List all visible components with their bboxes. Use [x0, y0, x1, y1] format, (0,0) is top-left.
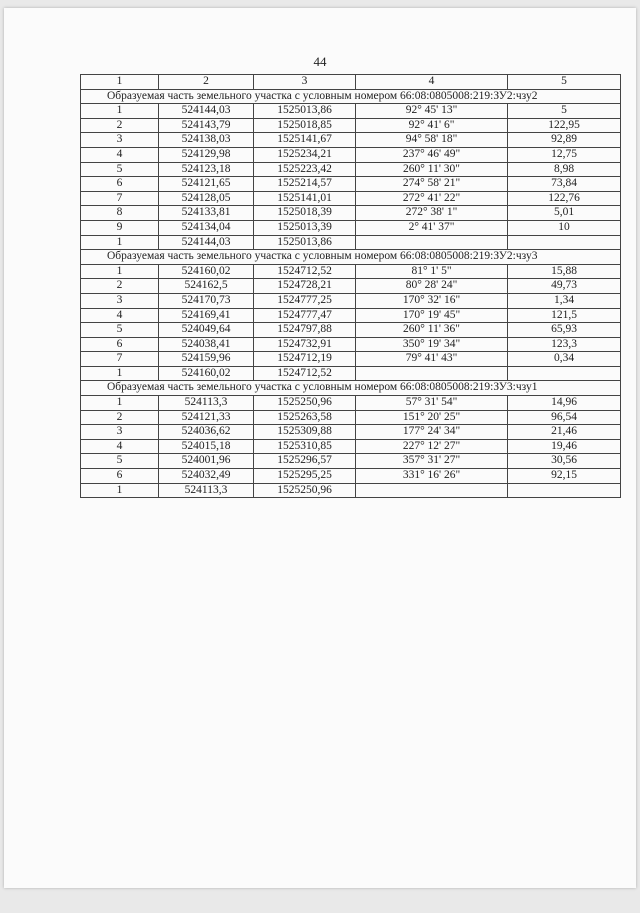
y-coordinate-cell: 1525013,86 [254, 235, 356, 250]
x-coordinate-cell: 524138,03 [159, 133, 254, 148]
direction-angle-cell: 92° 41' 6" [356, 118, 508, 133]
y-coordinate-cell: 1524732,91 [254, 337, 356, 352]
table-row [81, 352, 621, 367]
table-row [81, 483, 621, 498]
distance-cell: 5 [508, 104, 621, 119]
distance-cell [508, 235, 621, 250]
y-coordinate-cell: 1525013,86 [254, 104, 356, 119]
x-coordinate-cell: 524038,41 [159, 337, 254, 352]
x-coordinate-cell: 524160,02 [159, 366, 254, 381]
point-number-cell: 2 [81, 410, 159, 425]
distance-cell: 65,93 [508, 323, 621, 338]
table-row [81, 104, 621, 119]
table-row [81, 396, 621, 411]
table-row [81, 162, 621, 177]
direction-angle-cell [356, 483, 508, 498]
header-cell-5: 5 [508, 75, 621, 90]
section-title-row [81, 250, 621, 265]
direction-angle-cell: 177° 24' 34" [356, 425, 508, 440]
distance-cell: 92,15 [508, 469, 621, 484]
point-number-cell: 2 [81, 118, 159, 133]
x-coordinate-cell: 524133,81 [159, 206, 254, 221]
table-row [81, 439, 621, 454]
distance-cell: 12,75 [508, 147, 621, 162]
table-row [81, 118, 621, 133]
distance-cell: 73,84 [508, 177, 621, 192]
table-row [81, 410, 621, 425]
y-coordinate-cell: 1524797,88 [254, 323, 356, 338]
direction-angle-cell: 357° 31' 27" [356, 454, 508, 469]
header-cell-3: 3 [254, 75, 356, 90]
y-coordinate-cell: 1525234,21 [254, 147, 356, 162]
point-number-cell: 1 [81, 483, 159, 498]
y-coordinate-cell: 1525263,58 [254, 410, 356, 425]
point-number-cell: 4 [81, 439, 159, 454]
y-coordinate-cell: 1525018,85 [254, 118, 356, 133]
x-coordinate-cell: 524049,64 [159, 323, 254, 338]
table-row [81, 454, 621, 469]
y-coordinate-cell: 1525141,01 [254, 191, 356, 206]
table-header-row [81, 75, 621, 90]
distance-cell: 10 [508, 220, 621, 235]
section-title: Образуемая часть земельного участка с условным номером 66:08:0805008:219:ЗУ3:чзу1 [81, 381, 621, 396]
point-number-cell: 5 [81, 454, 159, 469]
section-title: Образуемая часть земельного участка с условным номером 66:08:0805008:219:ЗУ2:чзу2 [81, 89, 621, 104]
direction-angle-cell: 260° 11' 30" [356, 162, 508, 177]
direction-angle-cell: 57° 31' 54" [356, 396, 508, 411]
direction-angle-cell: 260° 11' 36" [356, 323, 508, 338]
x-coordinate-cell: 524123,18 [159, 162, 254, 177]
point-number-cell: 8 [81, 206, 159, 221]
section-title-row [81, 381, 621, 396]
y-coordinate-cell: 1525214,57 [254, 177, 356, 192]
direction-angle-cell: 274° 58' 21" [356, 177, 508, 192]
x-coordinate-cell: 524160,02 [159, 264, 254, 279]
table-row [81, 264, 621, 279]
y-coordinate-cell: 1525309,88 [254, 425, 356, 440]
distance-cell: 121,5 [508, 308, 621, 323]
direction-angle-cell [356, 366, 508, 381]
distance-cell: 30,56 [508, 454, 621, 469]
point-number-cell: 2 [81, 279, 159, 294]
table-row [81, 177, 621, 192]
y-coordinate-cell: 1525013,39 [254, 220, 356, 235]
header-cell-1: 1 [81, 75, 159, 90]
x-coordinate-cell: 524015,18 [159, 439, 254, 454]
distance-cell: 19,46 [508, 439, 621, 454]
direction-angle-cell: 331° 16' 26" [356, 469, 508, 484]
distance-cell: 49,73 [508, 279, 621, 294]
y-coordinate-cell: 1525250,96 [254, 483, 356, 498]
x-coordinate-cell: 524121,33 [159, 410, 254, 425]
direction-angle-cell: 2° 41' 37" [356, 220, 508, 235]
x-coordinate-cell: 524128,05 [159, 191, 254, 206]
y-coordinate-cell: 1525295,25 [254, 469, 356, 484]
direction-angle-cell [356, 235, 508, 250]
point-number-cell: 1 [81, 104, 159, 119]
direction-angle-cell: 151° 20' 25" [356, 410, 508, 425]
x-coordinate-cell: 524121,65 [159, 177, 254, 192]
direction-angle-cell: 94° 58' 18" [356, 133, 508, 148]
direction-angle-cell: 79° 41' 43" [356, 352, 508, 367]
point-number-cell: 6 [81, 469, 159, 484]
distance-cell: 21,46 [508, 425, 621, 440]
x-coordinate-cell: 524143,79 [159, 118, 254, 133]
x-coordinate-cell: 524162,5 [159, 279, 254, 294]
distance-cell: 0,34 [508, 352, 621, 367]
table-row [81, 323, 621, 338]
distance-cell: 92,89 [508, 133, 621, 148]
distance-cell [508, 366, 621, 381]
table-row [81, 191, 621, 206]
point-number-cell: 7 [81, 352, 159, 367]
point-number-cell: 3 [81, 293, 159, 308]
coordinates-table [80, 74, 621, 498]
table-row [81, 469, 621, 484]
distance-cell: 14,96 [508, 396, 621, 411]
y-coordinate-cell: 1524712,52 [254, 264, 356, 279]
y-coordinate-cell: 1524728,21 [254, 279, 356, 294]
x-coordinate-cell: 524113,3 [159, 483, 254, 498]
x-coordinate-cell: 524113,3 [159, 396, 254, 411]
distance-cell: 96,54 [508, 410, 621, 425]
direction-angle-cell: 227° 12' 27" [356, 439, 508, 454]
x-coordinate-cell: 524169,41 [159, 308, 254, 323]
direction-angle-cell: 80° 28' 24" [356, 279, 508, 294]
y-coordinate-cell: 1525141,67 [254, 133, 356, 148]
y-coordinate-cell: 1525223,42 [254, 162, 356, 177]
x-coordinate-cell: 524129,98 [159, 147, 254, 162]
table-row [81, 308, 621, 323]
x-coordinate-cell: 524144,03 [159, 235, 254, 250]
x-coordinate-cell: 524170,73 [159, 293, 254, 308]
table-row [81, 235, 621, 250]
direction-angle-cell: 81° 1' 5" [356, 264, 508, 279]
header-cell-4: 4 [356, 75, 508, 90]
direction-angle-cell: 170° 32' 16" [356, 293, 508, 308]
y-coordinate-cell: 1525250,96 [254, 396, 356, 411]
header-cell-2: 2 [159, 75, 254, 90]
x-coordinate-cell: 524001,96 [159, 454, 254, 469]
direction-angle-cell: 170° 19' 45" [356, 308, 508, 323]
point-number-cell: 6 [81, 337, 159, 352]
point-number-cell: 6 [81, 177, 159, 192]
section-title-row [81, 89, 621, 104]
table-row [81, 366, 621, 381]
x-coordinate-cell: 524159,96 [159, 352, 254, 367]
point-number-cell: 3 [81, 133, 159, 148]
document-page [4, 8, 636, 888]
distance-cell: 122,95 [508, 118, 621, 133]
y-coordinate-cell: 1525310,85 [254, 439, 356, 454]
y-coordinate-cell: 1524712,19 [254, 352, 356, 367]
table-row [81, 425, 621, 440]
page-number: 44 [313, 54, 327, 69]
point-number-cell: 4 [81, 147, 159, 162]
coordinates-table-body [81, 75, 621, 498]
distance-cell: 8,98 [508, 162, 621, 177]
point-number-cell: 1 [81, 235, 159, 250]
table-row [81, 279, 621, 294]
distance-cell: 123,3 [508, 337, 621, 352]
y-coordinate-cell: 1524777,47 [254, 308, 356, 323]
y-coordinate-cell: 1525296,57 [254, 454, 356, 469]
table-row [81, 293, 621, 308]
point-number-cell: 7 [81, 191, 159, 206]
table-row [81, 337, 621, 352]
x-coordinate-cell: 524036,62 [159, 425, 254, 440]
distance-cell: 5,01 [508, 206, 621, 221]
table-row [81, 220, 621, 235]
section-title: Образуемая часть земельного участка с условным номером 66:08:0805008:219:ЗУ2:чзу3 [81, 250, 621, 265]
x-coordinate-cell: 524032,49 [159, 469, 254, 484]
distance-cell: 1,34 [508, 293, 621, 308]
point-number-cell: 1 [81, 366, 159, 381]
direction-angle-cell: 350° 19' 34" [356, 337, 508, 352]
table-row [81, 147, 621, 162]
distance-cell [508, 483, 621, 498]
point-number-cell: 1 [81, 396, 159, 411]
y-coordinate-cell: 1525018,39 [254, 206, 356, 221]
direction-angle-cell: 237° 46' 49" [356, 147, 508, 162]
point-number-cell: 3 [81, 425, 159, 440]
direction-angle-cell: 272° 38' 1" [356, 206, 508, 221]
y-coordinate-cell: 1524777,25 [254, 293, 356, 308]
direction-angle-cell: 272° 41' 22" [356, 191, 508, 206]
table-row [81, 206, 621, 221]
y-coordinate-cell: 1524712,52 [254, 366, 356, 381]
point-number-cell: 9 [81, 220, 159, 235]
x-coordinate-cell: 524134,04 [159, 220, 254, 235]
x-coordinate-cell: 524144,03 [159, 104, 254, 119]
point-number-cell: 5 [81, 323, 159, 338]
point-number-cell: 1 [81, 264, 159, 279]
distance-cell: 15,88 [508, 264, 621, 279]
point-number-cell: 4 [81, 308, 159, 323]
point-number-cell: 5 [81, 162, 159, 177]
distance-cell: 122,76 [508, 191, 621, 206]
direction-angle-cell: 92° 45' 13" [356, 104, 508, 119]
table-row [81, 133, 621, 148]
